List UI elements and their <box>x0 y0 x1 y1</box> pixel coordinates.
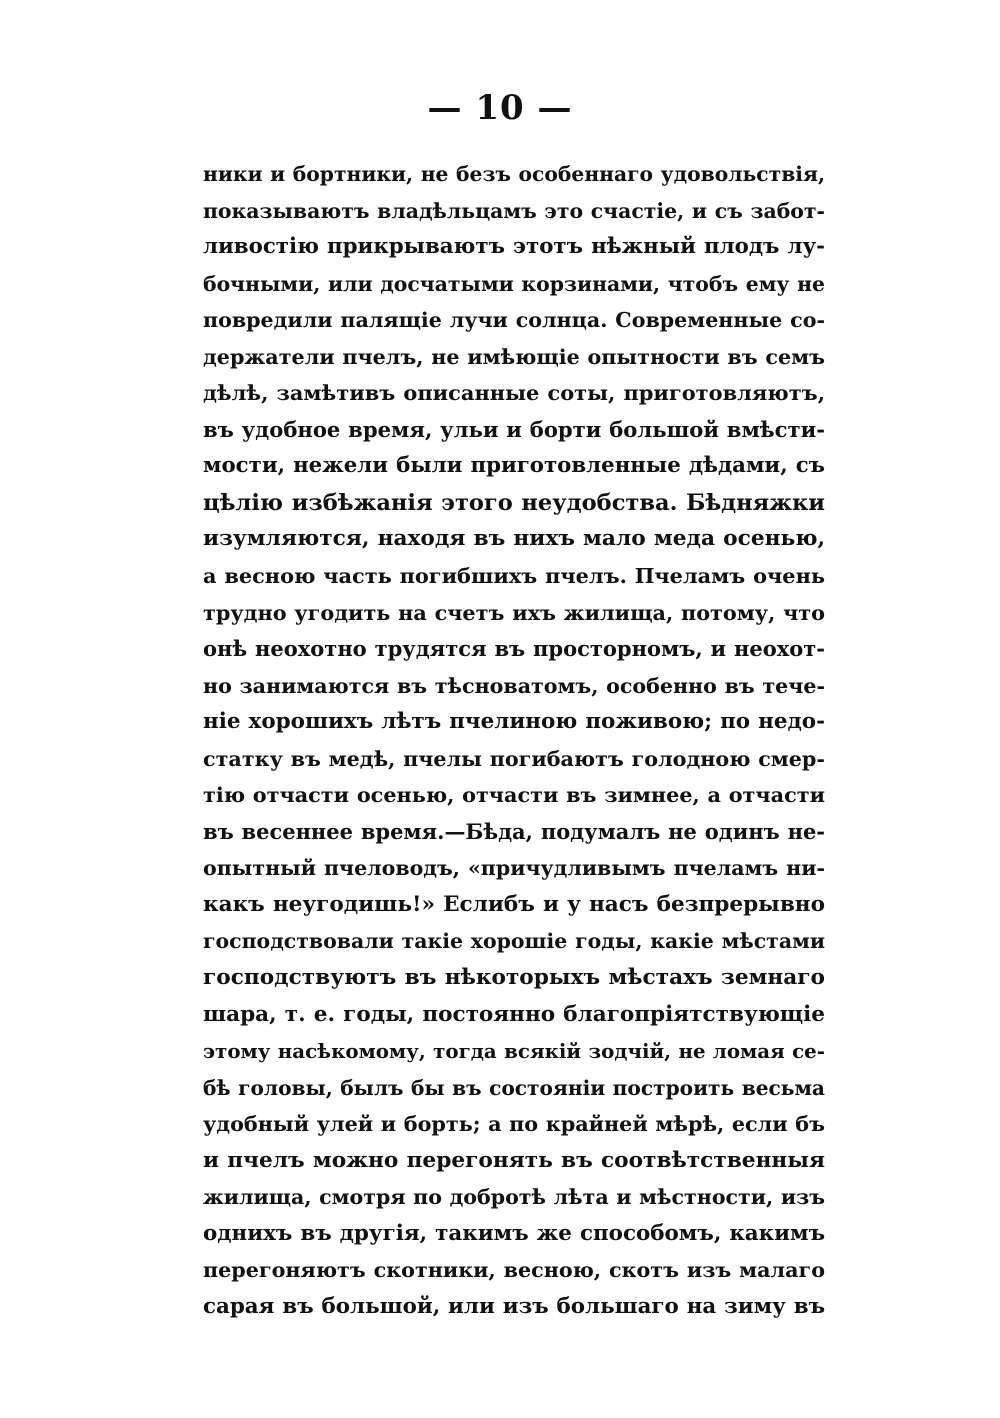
text-line: держатели пчелъ, не имѣющіе опытности въ семъ <box>203 344 825 369</box>
text-line: но занимаются въ тѣсноватомъ, особенно въ тече- <box>203 673 825 698</box>
text-line: этому насѣкомому, тогда всякій зодчій, не ломая се- <box>203 1039 825 1064</box>
text-line: изумляются, находя въ нихъ мало меда осенью, <box>203 526 825 552</box>
text-line: бочными, или досчатыми корзинами, чтобъ ему не <box>203 271 825 296</box>
text-line: въ весеннее время.—Бѣда, подумалъ не одинъ не- <box>203 818 825 844</box>
text-line: повредили палящіе лучи солнца. Современные со- <box>203 308 825 333</box>
text-line: дѣлѣ, замѣтивъ описанные соты, приготовляютъ, <box>203 380 825 406</box>
text-line: бѣ головы, былъ бы въ состояніи построить весьма <box>203 1075 825 1100</box>
page-number: — 10 — <box>427 88 573 128</box>
text-line: господствовали такіе хорошіе годы, какіе мѣстами <box>203 929 825 954</box>
text-line: цѣлію избѣжанія этого неудобства. Бѣдняжки <box>203 489 825 516</box>
text-line: жилища, смотря по добротѣ лѣта и мѣстности, изъ <box>203 1185 825 1210</box>
text-line: трудно угодить на счетъ ихъ жилища, потому, что <box>203 599 825 625</box>
text-line: опытный пчеловодъ, «причудливымъ пчеламъ ни- <box>203 856 825 881</box>
text-line: и пчелъ можно перегонять въ соотвѣтственныя <box>203 1147 825 1173</box>
text-line: статку въ медѣ, пчелы погибаютъ голодною смер- <box>203 746 825 771</box>
text-line: перегоняютъ скотники, весною, скотъ изъ малаго <box>203 1258 825 1283</box>
text-line: господствуютъ въ нѣкоторыхъ мѣстахъ земнаго <box>203 965 825 991</box>
text-line: показываютъ владѣльцамъ это счастіе, и съ забот- <box>203 198 825 223</box>
text-line: тію отчасти осенью, отчасти въ зимнее, а отчасти <box>203 782 825 808</box>
text-line: ники и бортники, не безъ особеннаго удовольствія, <box>203 162 825 186</box>
text-line: а весною часть погибшихъ пчелъ. Пчеламъ очень <box>203 563 825 589</box>
text-line: однихъ въ другія, такимъ же способомъ, какимъ <box>203 1220 825 1246</box>
text-line: какъ неугодишь!» Еслибъ и у насъ безпрерывно <box>203 891 825 917</box>
text-line: удобный улей и борть; а по крайней мѣрѣ, если бъ <box>203 1112 825 1137</box>
text-line: сарая въ большой, или изъ большаго на зиму въ <box>203 1293 825 1319</box>
text-line: шара, т. е. годы, постоянно благопріятствующіе <box>203 1001 825 1027</box>
text-line: ніе хорошихъ лѣтъ пчелиною поживою; по недо- <box>203 709 825 735</box>
body-text <box>203 156 825 1326</box>
text-line: въ удобное время, ульи и борти большой вмѣсти- <box>203 416 825 442</box>
text-line: онѣ неохотно трудятся въ просторномъ, и неохот- <box>203 636 825 662</box>
text-line: ливостію прикрываютъ этотъ нѣжный плодъ лу- <box>203 234 825 260</box>
text-line: мости, нежели были приготовленные дѣдами, съ <box>203 453 825 479</box>
